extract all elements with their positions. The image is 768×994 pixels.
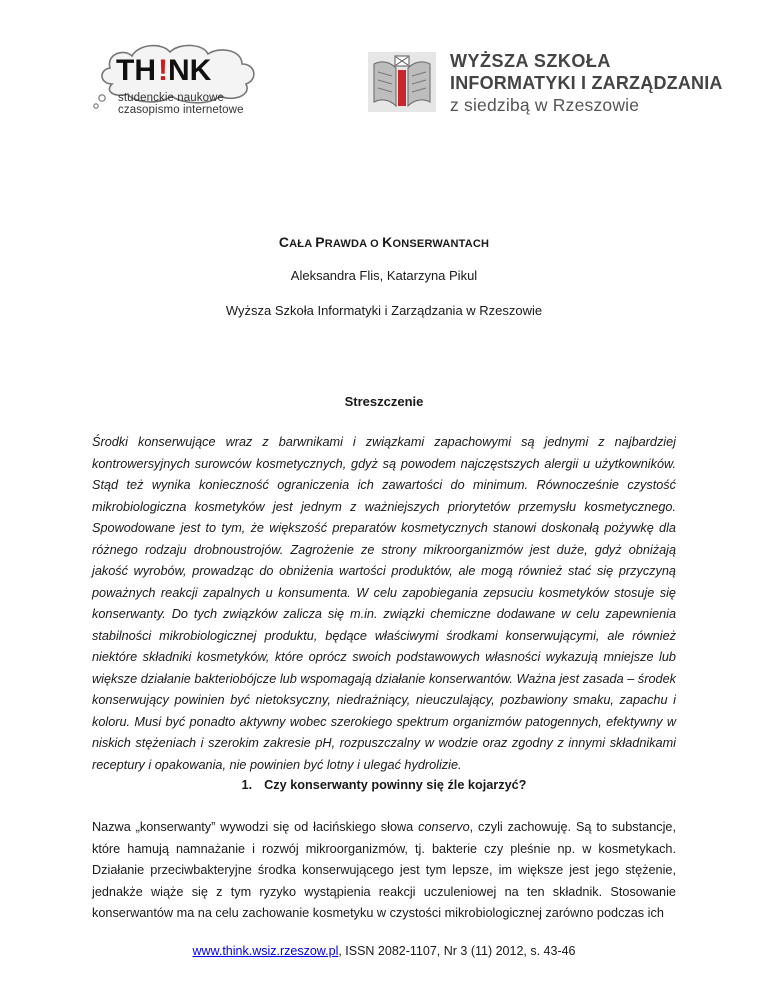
title-part: C xyxy=(278,234,290,250)
title-part: AŁA xyxy=(289,238,316,250)
journal-link[interactable]: www.think.wsiz.rzeszow.pl xyxy=(192,944,339,958)
article-title xyxy=(0,234,768,250)
wsiz-name-line3: z siedzibą w Rzeszowie xyxy=(450,95,640,115)
title-part: ONSERWANTACH xyxy=(392,238,490,250)
think-logo xyxy=(92,40,272,120)
abstract-heading: Streszczenie xyxy=(344,394,424,409)
wsiz-emblem-icon xyxy=(368,52,436,112)
footer-citation: , ISSN 2082-1107, Nr 3 (11) 2012, s. 43-46 xyxy=(338,944,576,958)
body-text-start: Nazwa „konserwanty” wywodzi się od łacińskiego słowa xyxy=(92,820,419,834)
think-tagline-line1: studenckie naukowe xyxy=(118,92,225,104)
title-part: K xyxy=(382,234,393,250)
title-part: RAWDA O xyxy=(324,238,383,250)
think-tagline-line2: czasopismo internetowe xyxy=(118,104,244,116)
wsiz-name-line1: WYŻSZA SZKOŁA xyxy=(450,51,611,71)
body-text-rest: , czyli zachowuję. Są to substancje, które hamują namnażanie i rozwój mikroorganizmów, tj. bakterie czy pleśnie np. w kosmetykach. Działanie przeciwbakteryjne środka konserwującego jest tym lepsze, im większe jest jego stężenie, jednakże wiąże się z tym ryzyko wystąpienia reakcji uczuleniowej na ten składnik. Stosowanie konserwantów ma na celu zachowanie kosmetyku w czystości mikrobiologicznej zarówno podczas ich xyxy=(92,820,676,920)
svg-text:NK: NK xyxy=(168,54,212,87)
section-title: Czy konserwanty powinny się źle kojarzyć? xyxy=(264,778,527,792)
wsiz-name-line2: INFORMATYKI I ZARZĄDZANIA xyxy=(450,73,723,93)
title-part: P xyxy=(315,234,325,250)
svg-text:!: ! xyxy=(158,54,168,87)
latin-term: conservo xyxy=(418,820,470,834)
article-authors: Aleksandra Flis, Katarzyna Pikul xyxy=(290,268,478,283)
page-footer xyxy=(0,944,768,958)
wsiz-wordmark xyxy=(450,50,740,116)
abstract-text: Środki konserwujące wraz z barwnikami i związkami zapachowymi są jednymi z najbardziej kontrowersyjnych surowców kosmetycznych, gdyż są powodem najczęstszych alergii u użytkowników. Stąd też wynika konieczność ograniczenia ich zawartości do minimum. Równocześnie czystość mikrobiologiczna kosmetyków jest jednym z ważniejszych priorytetów przemysłu kosmetycznego. Spowodowane jest to tym, że większość preparatów kosmetycznych stanowi doskonałą pożywkę dla różnego rodzaju drobnoustrojów. Zagrożenie ze strony mikroorganizmów jest duże, gdyż obniżają jakość wyrobów, prowadząc do obniżenia wartości produktów, ale mogą również stać się przyczyną poważnych reakcji zapalnych u konsumenta. W celu zapobiegania zepsuciu kosmetyków stosuje się konserwanty. Do tych związków zalicza się m.in. związki chemiczne dodawane w celu zapewnienia stabilności mikrobiologicznej produktu, będące właściwymi środkami konserwującymi, ale również niektóre składniki kosmetyków, które oprócz swoich podstawowych własności wykazują mniejsze lub większe działanie bakteriobójcze lub wspomagają działanie konserwantów. Ważna jest zasada – środek konserwujący powinien być nietoksyczny, niedrażniący, nieuczulający, pozbawiony smaku, zapachu i koloru. Musi być ponadto aktywny wobec szerokiego spektrum organizmów patogennych, efektywny w niskich stężeniach i szerokim zakresie pH, rozpuszczalny w wodzie oraz zgodny z innymi składnikami receptury i opakowania, nie powinien być lotny i ulegać hydrolizie. xyxy=(92,435,676,772)
section-body-text xyxy=(92,817,676,925)
section-heading xyxy=(0,778,768,792)
svg-text:TH: TH xyxy=(116,54,156,87)
article-affiliation: Wyższa Szkoła Informatyki i Zarządzania w Rzeszowie xyxy=(225,303,543,318)
section-number: 1. xyxy=(241,778,253,792)
